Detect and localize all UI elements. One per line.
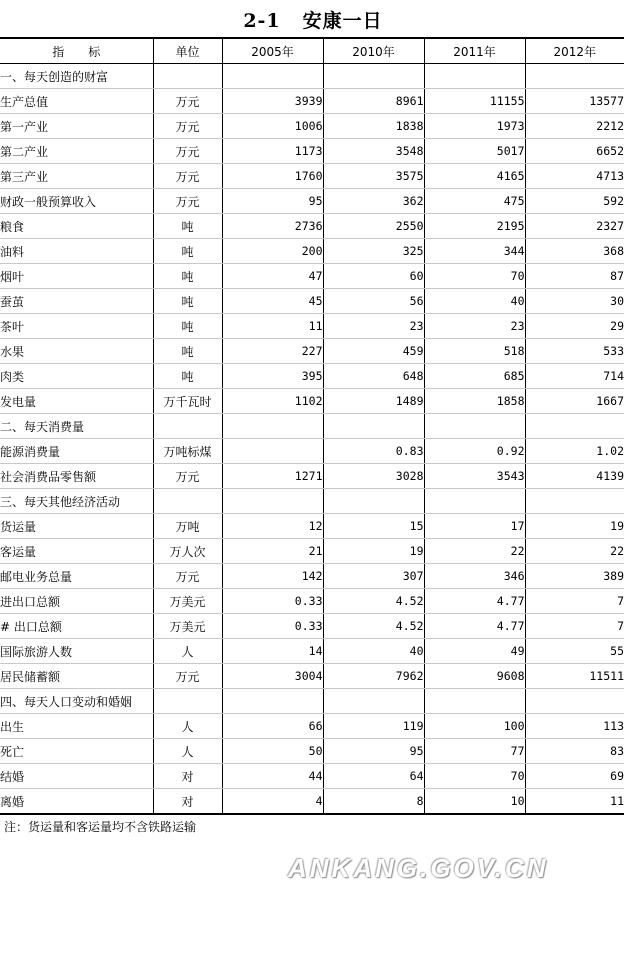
row-indicator: 第三产业	[0, 164, 153, 189]
table-row	[0, 689, 624, 714]
header-2011: 2011年	[424, 38, 525, 64]
table-row	[0, 664, 624, 689]
value-2010: 8	[323, 789, 424, 815]
header-unit: 单位	[153, 38, 222, 64]
value-2005: 1760	[222, 164, 323, 189]
row-unit: 万元	[153, 189, 222, 214]
value-2010: 23	[323, 314, 424, 339]
value-2012: 7	[525, 614, 624, 639]
row-indicator: 死亡	[0, 739, 153, 764]
value-2011: 70	[424, 764, 525, 789]
row-indicator: 能源消费量	[0, 439, 153, 464]
value-2005	[222, 414, 323, 439]
value-2011: 685	[424, 364, 525, 389]
row-unit: 万元	[153, 114, 222, 139]
value-2011: 11155	[424, 89, 525, 114]
value-2005: 200	[222, 239, 323, 264]
row-indicator: 茶叶	[0, 314, 153, 339]
row-unit: 万人次	[153, 539, 222, 564]
value-2005: 1173	[222, 139, 323, 164]
value-2012: 389	[525, 564, 624, 589]
row-indicator: 烟叶	[0, 264, 153, 289]
table-row	[0, 339, 624, 364]
value-2012: 69	[525, 764, 624, 789]
value-2012	[525, 64, 624, 89]
value-2010: 1489	[323, 389, 424, 414]
value-2010	[323, 414, 424, 439]
row-indicator: 社会消费品零售额	[0, 464, 153, 489]
value-2010: 8961	[323, 89, 424, 114]
table-row	[0, 64, 624, 89]
value-2005: 2736	[222, 214, 323, 239]
value-2012: 11	[525, 789, 624, 815]
table-row	[0, 189, 624, 214]
value-2012: 29	[525, 314, 624, 339]
row-unit	[153, 414, 222, 439]
value-2010: 119	[323, 714, 424, 739]
value-2011: 2195	[424, 214, 525, 239]
row-unit: 万元	[153, 89, 222, 114]
value-2010: 4.52	[323, 614, 424, 639]
row-unit: 对	[153, 789, 222, 815]
value-2012: 533	[525, 339, 624, 364]
table-name: 安康一日	[302, 10, 383, 32]
table-row	[0, 164, 624, 189]
value-2005: 395	[222, 364, 323, 389]
value-2010: 362	[323, 189, 424, 214]
row-unit: 吨	[153, 264, 222, 289]
table-row	[0, 789, 624, 815]
row-indicator: 第二产业	[0, 139, 153, 164]
value-2012: 714	[525, 364, 624, 389]
value-2005: 45	[222, 289, 323, 314]
value-2010	[323, 489, 424, 514]
table-code: 2-1	[243, 10, 281, 32]
row-indicator: 一、每天创造的财富	[0, 64, 153, 89]
value-2005: 1102	[222, 389, 323, 414]
table-row	[0, 264, 624, 289]
table-row	[0, 389, 624, 414]
header-indicator: 指 标	[0, 38, 153, 64]
row-unit: 吨	[153, 289, 222, 314]
table-row	[0, 439, 624, 464]
header-2010: 2010年	[323, 38, 424, 64]
value-2005: 14	[222, 639, 323, 664]
value-2005: 4	[222, 789, 323, 815]
row-indicator: 结婚	[0, 764, 153, 789]
value-2011: 346	[424, 564, 525, 589]
value-2012	[525, 689, 624, 714]
row-indicator: 出生	[0, 714, 153, 739]
value-2012: 11511	[525, 664, 624, 689]
value-2005	[222, 489, 323, 514]
row-unit: 吨	[153, 314, 222, 339]
row-unit: 吨	[153, 364, 222, 389]
row-indicator: 第一产业	[0, 114, 153, 139]
value-2012: 2327	[525, 214, 624, 239]
row-unit: 吨	[153, 339, 222, 364]
statistics-table	[0, 37, 624, 815]
value-2010: 3028	[323, 464, 424, 489]
value-2010	[323, 689, 424, 714]
table-row	[0, 214, 624, 239]
value-2005: 66	[222, 714, 323, 739]
value-2011: 475	[424, 189, 525, 214]
value-2011: 40	[424, 289, 525, 314]
value-2010: 95	[323, 739, 424, 764]
row-indicator: 进出口总额	[0, 589, 153, 614]
value-2011: 4.77	[424, 614, 525, 639]
value-2005: 1006	[222, 114, 323, 139]
value-2012: 1.02	[525, 439, 624, 464]
row-indicator: 三、每天其他经济活动	[0, 489, 153, 514]
table-row	[0, 89, 624, 114]
value-2011: 23	[424, 314, 525, 339]
row-unit: 万元	[153, 464, 222, 489]
value-2011: 4165	[424, 164, 525, 189]
row-unit: 吨	[153, 214, 222, 239]
value-2011	[424, 489, 525, 514]
row-unit	[153, 689, 222, 714]
value-2010: 648	[323, 364, 424, 389]
table-row	[0, 714, 624, 739]
table-row	[0, 239, 624, 264]
value-2005: 12	[222, 514, 323, 539]
value-2011: 344	[424, 239, 525, 264]
table-row	[0, 764, 624, 789]
value-2005: 0.33	[222, 589, 323, 614]
value-2011: 1858	[424, 389, 525, 414]
watermark: ANKANG.GOV.CN	[288, 853, 549, 883]
value-2005: 0.33	[222, 614, 323, 639]
value-2012: 19	[525, 514, 624, 539]
value-2012: 4713	[525, 164, 624, 189]
value-2012: 30	[525, 289, 624, 314]
value-2005: 44	[222, 764, 323, 789]
value-2012: 368	[525, 239, 624, 264]
row-indicator: 发电量	[0, 389, 153, 414]
value-2012: 6652	[525, 139, 624, 164]
value-2005: 142	[222, 564, 323, 589]
row-unit: 万千瓦时	[153, 389, 222, 414]
value-2012	[525, 489, 624, 514]
table-title	[0, 6, 626, 33]
value-2011: 49	[424, 639, 525, 664]
value-2010: 4.52	[323, 589, 424, 614]
row-indicator: 财政一般预算收入	[0, 189, 153, 214]
table-row	[0, 539, 624, 564]
value-2011: 70	[424, 264, 525, 289]
table-row	[0, 639, 624, 664]
value-2010: 19	[323, 539, 424, 564]
value-2011: 22	[424, 539, 525, 564]
row-unit: 对	[153, 764, 222, 789]
value-2005: 21	[222, 539, 323, 564]
value-2010: 459	[323, 339, 424, 364]
row-indicator: 货运量	[0, 514, 153, 539]
footnote: 注：货运量和客运量均不含铁路运输	[4, 820, 197, 834]
row-indicator: 蚕茧	[0, 289, 153, 314]
value-2010: 307	[323, 564, 424, 589]
value-2012: 87	[525, 264, 624, 289]
value-2010: 325	[323, 239, 424, 264]
row-unit	[153, 64, 222, 89]
value-2011	[424, 414, 525, 439]
header-row	[0, 38, 624, 64]
table-row	[0, 589, 624, 614]
value-2005: 11	[222, 314, 323, 339]
value-2010: 60	[323, 264, 424, 289]
value-2011: 77	[424, 739, 525, 764]
value-2010: 15	[323, 514, 424, 539]
row-unit: 万美元	[153, 589, 222, 614]
row-unit: 万元	[153, 164, 222, 189]
value-2005: 50	[222, 739, 323, 764]
value-2011: 0.92	[424, 439, 525, 464]
row-indicator: # 出口总额	[0, 614, 153, 639]
value-2011: 9608	[424, 664, 525, 689]
value-2005: 3004	[222, 664, 323, 689]
value-2005: 227	[222, 339, 323, 364]
value-2005: 1271	[222, 464, 323, 489]
row-unit: 万元	[153, 564, 222, 589]
row-unit: 万元	[153, 664, 222, 689]
value-2012: 2212	[525, 114, 624, 139]
row-indicator: 生产总值	[0, 89, 153, 114]
table-row	[0, 289, 624, 314]
value-2011: 518	[424, 339, 525, 364]
value-2011: 3543	[424, 464, 525, 489]
value-2005: 3939	[222, 89, 323, 114]
value-2011: 1973	[424, 114, 525, 139]
row-unit: 万吨标煤	[153, 439, 222, 464]
value-2005: 47	[222, 264, 323, 289]
row-unit: 人	[153, 714, 222, 739]
value-2010: 40	[323, 639, 424, 664]
row-unit: 万吨	[153, 514, 222, 539]
table-row	[0, 489, 624, 514]
value-2012: 113	[525, 714, 624, 739]
row-indicator: 水果	[0, 339, 153, 364]
table-row	[0, 414, 624, 439]
table-row	[0, 139, 624, 164]
value-2010: 1838	[323, 114, 424, 139]
row-indicator: 肉类	[0, 364, 153, 389]
row-unit: 人	[153, 739, 222, 764]
value-2012: 4139	[525, 464, 624, 489]
value-2011: 100	[424, 714, 525, 739]
value-2010: 3548	[323, 139, 424, 164]
table-row	[0, 514, 624, 539]
value-2012	[525, 414, 624, 439]
value-2012: 55	[525, 639, 624, 664]
value-2005: 95	[222, 189, 323, 214]
value-2010: 56	[323, 289, 424, 314]
row-unit: 万元	[153, 139, 222, 164]
row-indicator: 粮食	[0, 214, 153, 239]
value-2012: 83	[525, 739, 624, 764]
value-2010: 0.83	[323, 439, 424, 464]
row-unit	[153, 489, 222, 514]
value-2010	[323, 64, 424, 89]
value-2010: 7962	[323, 664, 424, 689]
row-indicator: 离婚	[0, 789, 153, 815]
value-2012: 13577	[525, 89, 624, 114]
value-2010: 3575	[323, 164, 424, 189]
header-2005: 2005年	[222, 38, 323, 64]
value-2010: 64	[323, 764, 424, 789]
row-unit: 吨	[153, 239, 222, 264]
header-2012: 2012年	[525, 38, 624, 64]
table-row	[0, 314, 624, 339]
row-unit: 人	[153, 639, 222, 664]
value-2005	[222, 64, 323, 89]
value-2011: 10	[424, 789, 525, 815]
table-row	[0, 564, 624, 589]
row-indicator: 四、每天人口变动和婚姻	[0, 689, 153, 714]
value-2005	[222, 689, 323, 714]
value-2011: 17	[424, 514, 525, 539]
value-2005	[222, 439, 323, 464]
value-2011: 5017	[424, 139, 525, 164]
table-row	[0, 464, 624, 489]
row-indicator: 客运量	[0, 539, 153, 564]
value-2012: 22	[525, 539, 624, 564]
value-2010: 2550	[323, 214, 424, 239]
table-row	[0, 114, 624, 139]
value-2011: 4.77	[424, 589, 525, 614]
row-indicator: 邮电业务总量	[0, 564, 153, 589]
value-2012: 7	[525, 589, 624, 614]
row-indicator: 二、每天消费量	[0, 414, 153, 439]
table-row	[0, 739, 624, 764]
row-indicator: 居民储蓄额	[0, 664, 153, 689]
row-unit: 万美元	[153, 614, 222, 639]
table-row	[0, 614, 624, 639]
value-2011	[424, 689, 525, 714]
value-2012: 1667	[525, 389, 624, 414]
value-2012: 592	[525, 189, 624, 214]
row-indicator: 油料	[0, 239, 153, 264]
table-row	[0, 364, 624, 389]
value-2011	[424, 64, 525, 89]
row-indicator: 国际旅游人数	[0, 639, 153, 664]
